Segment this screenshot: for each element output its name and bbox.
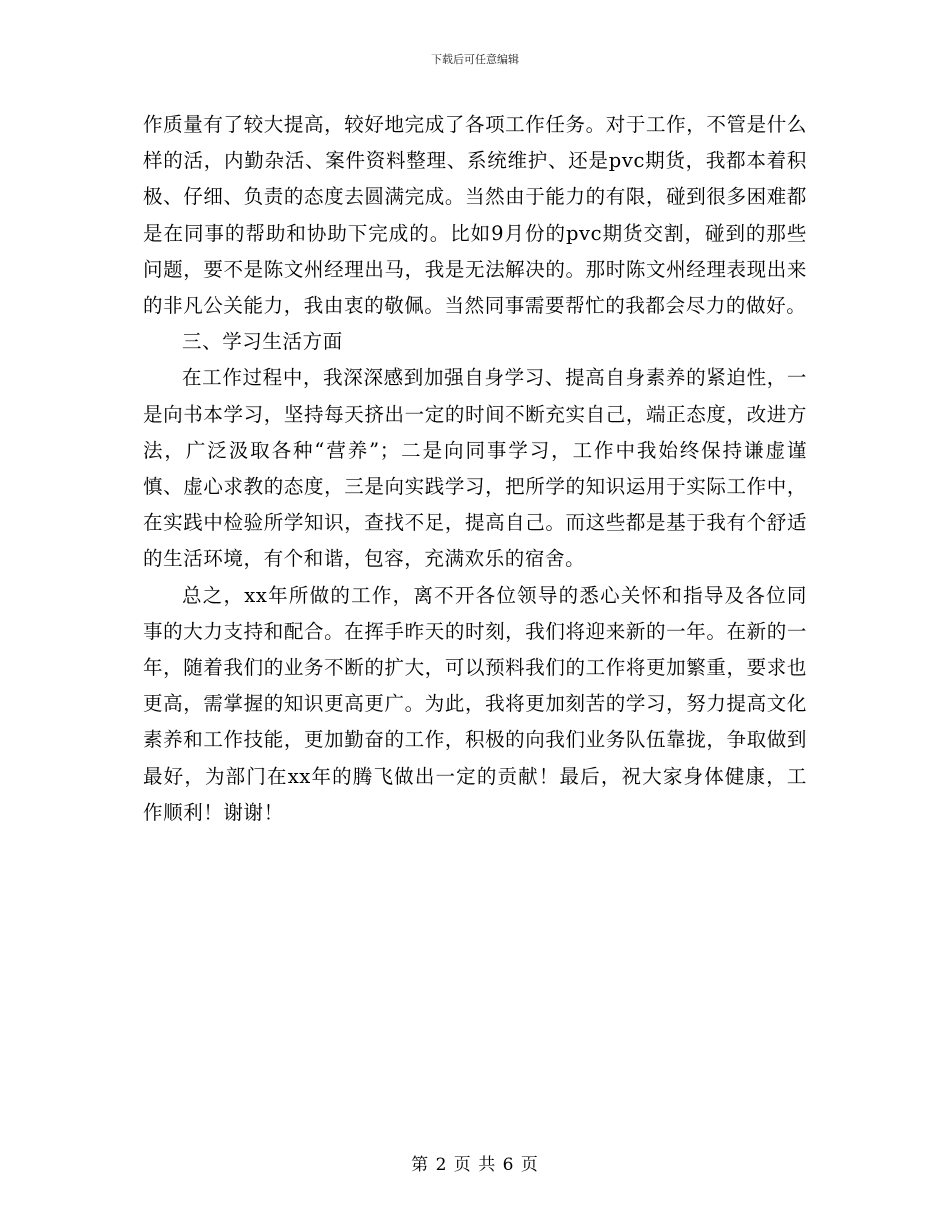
paragraph-work-quality: 作质量有了较大提高，较好地完成了各项工作任务。对于工作，不管是什么样的活，内勤杂活、案件资料整理、系统维护、还是pvc期货，我都本着积极、仔细、负责的态度去圆满完成。当然由于能力的有限，碰到很多困难都是在同事的帮助和协助下完成的。比如9月份的pvc期货交割，碰到的那些问题，要不是陈文州经理出马，我是无法解决的。那时陈文州经理表现出来的非凡公关能力，我由衷的敬佩。当然同事需要帮忙的我都会尽力的做好。 bbox=[143, 113, 807, 318]
section-heading-study-life: 三、学习生活方面 bbox=[182, 330, 343, 354]
paragraph-study: 在工作过程中，我深深感到加强自身学习、提高自身素养的紧迫性，一是向书本学习，坚持每天挤出一定的时间不断充实自己，端正态度，改进方法，广泛汲取各种“营养”；二是向同事学习，工作中我始终保持谦虚谨慎、虚心求教的态度，三是向实践学习，把所学的知识运用于实际工作中，在实践中检验所学知识，查找不足，提高自己。而这些都是基于我有个舒适的生活环境，有个和谐，包容，充满欢乐的宿舍。 bbox=[143, 366, 807, 571]
page-header: 下载后可任意编辑 bbox=[431, 53, 519, 66]
document-body bbox=[143, 107, 807, 831]
page-number-text: 第 2 页 共 6 页 bbox=[411, 1155, 539, 1175]
page-number-footer bbox=[0, 1153, 950, 1177]
paragraph-conclusion: 总之，xx年所做的工作，离不开各位领导的悉心关怀和指导及各位同事的大力支持和配合。在挥手昨天的时刻，我们将迎来新的一年。在新的一年，随着我们的业务不断的扩大，可以预料我们的工作将更加繁重，要求也更高，需掌握的知识更高更广。为此，我将更加刻苦的学习，努力提高文化素养和工作技能，更加勤奋的工作，积极的向我们业务队伍靠拢，争取做到最好，为部门在xx年的腾飞做出一定的贡献！最后，祝大家身体健康，工作顺利！谢谢！ bbox=[143, 583, 807, 824]
